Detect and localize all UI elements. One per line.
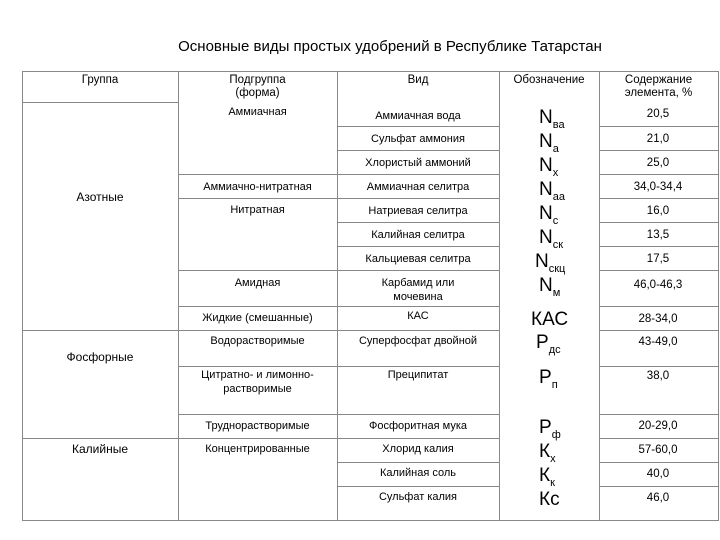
header-subgroup-line2: (форма) bbox=[235, 87, 280, 99]
designation-symbol: $Р_{дс}$ bbox=[536, 332, 561, 356]
designation-symbol: $N_а$ bbox=[539, 131, 559, 155]
designation-symbol: $N_х$ bbox=[539, 155, 559, 179]
kind-cell: Хлорид калия bbox=[382, 443, 454, 455]
kind-cell: Кальциевая селитра bbox=[365, 253, 471, 265]
row-sep bbox=[178, 414, 499, 415]
row-sep bbox=[599, 150, 718, 151]
row-sep bbox=[178, 198, 499, 199]
content-value: 40,0 bbox=[646, 468, 670, 480]
row-sep bbox=[178, 174, 499, 175]
group-nitrogen: Азотные bbox=[76, 190, 124, 204]
row-sep bbox=[178, 366, 499, 367]
subgroup-ammonium: Аммиачная bbox=[228, 106, 287, 118]
content-value: 34,0-34,4 bbox=[633, 181, 683, 193]
designation-symbol: $N_{ва}$ bbox=[539, 107, 565, 131]
kind-cell: Аммиачная вода bbox=[375, 110, 461, 122]
col-sep-3 bbox=[499, 71, 500, 521]
content-value: 46,0 bbox=[646, 492, 670, 504]
row-sep bbox=[337, 222, 499, 223]
row-sep bbox=[599, 486, 718, 487]
content-value: 57-60,0 bbox=[638, 444, 678, 456]
subgroup-ammonium-nitrate: Аммиачно-нитратная bbox=[203, 181, 312, 193]
page-title: Основные виды простых удобрений в Республике Татарстан bbox=[178, 38, 602, 55]
designation-symbol: $N_м$ bbox=[539, 275, 561, 299]
table-border-bottom bbox=[22, 520, 718, 521]
content-value: 25,0 bbox=[646, 157, 670, 169]
kind-cell: мочевина bbox=[393, 291, 443, 303]
subgroup-liquid: Жидкие (смешанные) bbox=[202, 312, 313, 324]
kind-cell: Калийная соль bbox=[379, 467, 457, 479]
header-content-line2: элемента, % bbox=[624, 87, 693, 99]
content-value: 46,0-46,3 bbox=[633, 279, 683, 291]
group-phosphorus: Фосфорные bbox=[66, 350, 134, 364]
row-sep bbox=[599, 306, 718, 307]
designation-symbol: $Р_ф$ bbox=[539, 417, 561, 441]
content-value: 21,0 bbox=[646, 133, 670, 145]
row-sep bbox=[599, 246, 718, 247]
subgroup-citrate-line1: Цитратно- и лимонно- bbox=[201, 369, 314, 381]
row-sep bbox=[599, 222, 718, 223]
kind-cell: Суперфосфат двойной bbox=[358, 335, 478, 347]
row-sep bbox=[178, 270, 499, 271]
designation-symbol: Кс bbox=[539, 489, 560, 510]
kind-cell: Сульфат калия bbox=[378, 491, 458, 503]
content-value: 38,0 bbox=[646, 370, 670, 382]
group-header-sep bbox=[22, 102, 178, 103]
content-value: 20-29,0 bbox=[638, 420, 678, 432]
row-sep bbox=[599, 366, 718, 367]
row-sep bbox=[337, 246, 499, 247]
designation-symbol: $К_к$ bbox=[539, 465, 555, 489]
row-sep bbox=[599, 174, 718, 175]
header-designation: Обозначение bbox=[513, 74, 585, 86]
row-sep bbox=[599, 126, 718, 127]
designation-symbol: $N_{аа}$ bbox=[539, 179, 565, 203]
designation-symbol: $К_х$ bbox=[539, 441, 556, 465]
row-sep bbox=[337, 462, 499, 463]
header-content-line1: Содержание bbox=[624, 74, 693, 86]
header-kind: Вид bbox=[407, 74, 429, 86]
subgroup-hard-soluble: Труднорастворимые bbox=[205, 420, 310, 432]
kind-cell: Сульфат аммония bbox=[371, 133, 465, 145]
row-sep bbox=[599, 438, 718, 439]
row-sep bbox=[22, 438, 499, 439]
content-value: 17,5 bbox=[646, 253, 670, 265]
row-sep bbox=[599, 330, 718, 331]
row-sep bbox=[337, 486, 499, 487]
kind-cell: Хлористый аммоний bbox=[365, 157, 471, 169]
subgroup-water-soluble: Водорастворимые bbox=[210, 335, 305, 347]
designation-symbol: $N_{скц}$ bbox=[535, 251, 566, 275]
row-sep bbox=[599, 462, 718, 463]
subgroup-concentrated: Концентрированные bbox=[205, 443, 310, 455]
row-sep bbox=[178, 306, 499, 307]
content-value: 28-34,0 bbox=[638, 313, 678, 325]
table-border-right bbox=[718, 71, 719, 521]
row-sep bbox=[599, 198, 718, 199]
kind-cell: КАС bbox=[407, 310, 429, 322]
designation-symbol: $N_с$ bbox=[539, 203, 559, 227]
row-sep bbox=[337, 126, 499, 127]
kind-cell: Преципитат bbox=[387, 369, 449, 381]
content-value: 43-49,0 bbox=[638, 336, 678, 348]
kind-cell: Натриевая селитра bbox=[368, 205, 468, 217]
subgroup-amide: Амидная bbox=[234, 277, 281, 289]
group-potassium: Калийные bbox=[72, 442, 128, 456]
designation-symbol: КАС bbox=[531, 309, 569, 330]
content-value: 13,5 bbox=[646, 229, 670, 241]
subgroup-citrate-line2: растворимые bbox=[223, 383, 292, 395]
table-border-top bbox=[22, 71, 718, 72]
row-sep bbox=[337, 150, 499, 151]
header-group: Группа bbox=[81, 74, 119, 86]
header-subgroup-line1: Подгруппа bbox=[229, 74, 286, 86]
content-value: 16,0 bbox=[646, 205, 670, 217]
content-value: 20,5 bbox=[646, 108, 670, 120]
row-sep bbox=[599, 414, 718, 415]
kind-cell: Калийная селитра bbox=[371, 229, 465, 241]
designation-symbol: $Р_п$ bbox=[539, 367, 558, 391]
kind-cell: Аммиачная селитра bbox=[366, 181, 470, 193]
designation-symbol: $N_{ск}$ bbox=[539, 227, 564, 251]
kind-cell: Фосфоритная мука bbox=[368, 420, 467, 432]
subgroup-nitrate: Нитратная bbox=[230, 204, 285, 216]
row-sep bbox=[22, 330, 499, 331]
kind-cell: Карбамид или bbox=[381, 277, 455, 289]
row-sep bbox=[599, 270, 718, 271]
